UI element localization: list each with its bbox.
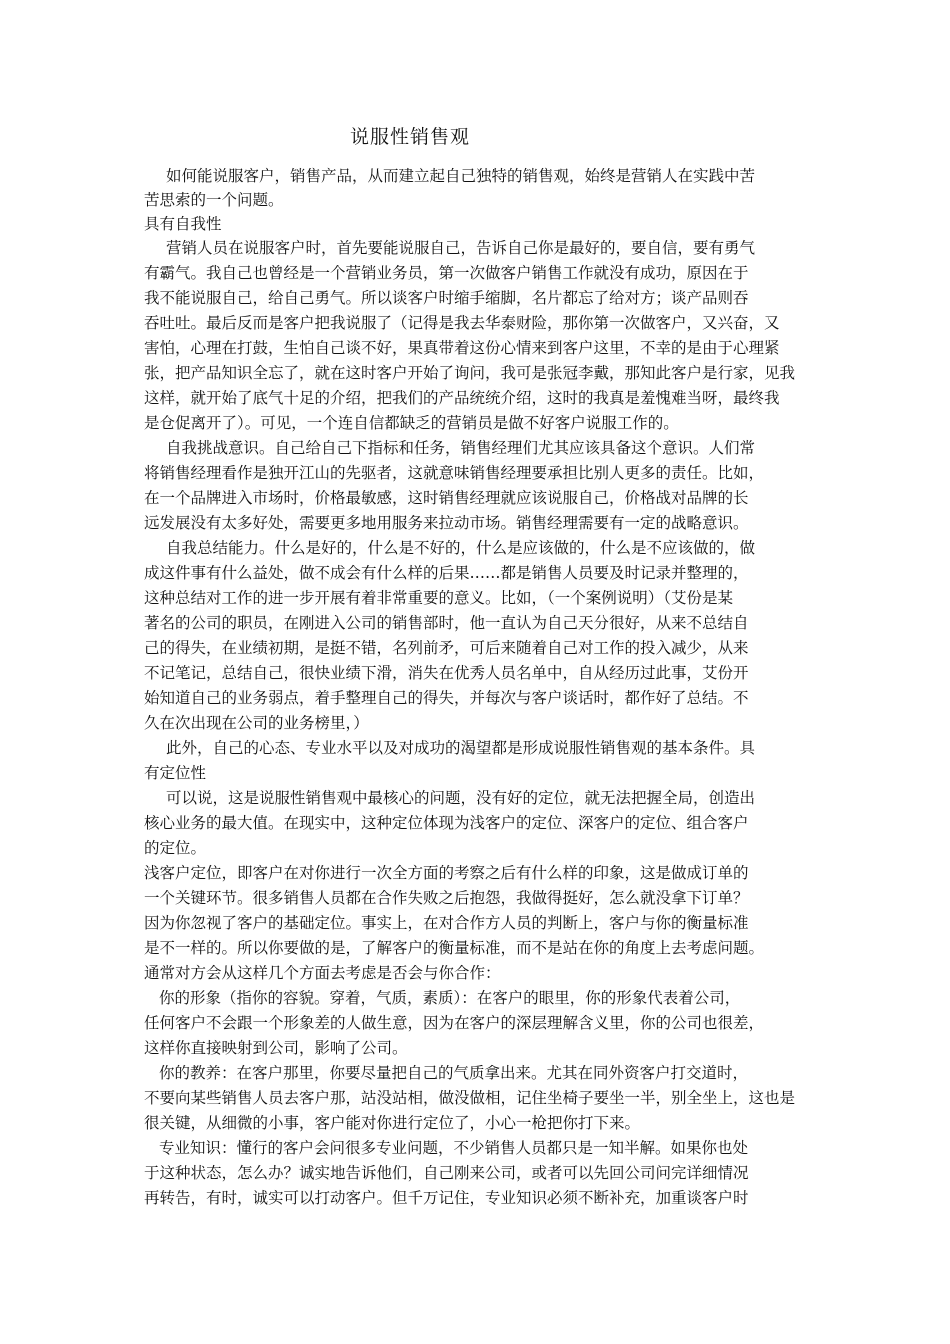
text-line: 成这件事有什么益处，做不成会有什么样的后果……都是销售人员要及时记录并整理的， [144, 564, 749, 582]
text-line: 如何能说服客户，销售产品，从而建立起自己独特的销售观，始终是营销人在实践中苦 [166, 167, 756, 185]
text-line: 在一个品牌进入市场时，价格最敏感，这时销售经理就应该说服自己，价格战对品牌的长 [144, 489, 749, 507]
text-line: 久在次出现在公司的业务榜里，） [144, 714, 369, 732]
text-line: 是不一样的。所以你要做的是，了解客户的衡量标准，而不是站在你的角度上去考虑问题。 [144, 939, 765, 957]
text-line: 你的教养：在客户那里，你要尽量把自己的气质拿出来。尤其在同外资客户打交道时， [159, 1064, 749, 1082]
text-line: 不记笔记，总结自己，很快业绩下滑，消失在优秀人员名单中，自从经历过此事，艾份开 [144, 664, 749, 682]
text-line: 自我总结能力。什么是好的，什么是不好的，什么是应该做的，什么是不应该做的，做 [166, 539, 756, 557]
text-line: 我不能说服自己，给自己勇气。所以谈客户时缩手缩脚，名片都忘了给对方；谈产品则吞 [144, 289, 749, 307]
text-line: 是仓促离开了）。可见，一个连自信都缺乏的营销员是做不好客户说服工作的。 [144, 414, 679, 432]
text-line: 浅客户定位，即客户在对你进行一次全方面的考察之后有什么样的印象，这是做成订单的 [144, 864, 749, 882]
text-line: 己的得失，在业绩初期，是挺不错，名列前矛，可后来随着自己对工作的投入减少，从来 [144, 639, 749, 657]
text-line: 通常对方会从这样几个方面去考虑是否会与你合作： [144, 964, 501, 982]
text-line: 害怕，心理在打鼓，生怕自己谈不好，果真带着这份心情来到客户这里，不幸的是由于心理紧 [144, 339, 780, 357]
text-line: 任何客户不会跟一个形象差的人做生意，因为在客户的深层理解含义里，你的公司也很差， [144, 1014, 765, 1032]
text-line: 可以说，这是说服性销售观中最核心的问题，没有好的定位，就无法把握全局，创造出 [166, 789, 756, 807]
text-line: 你的形象（指你的容貌。穿着，气质，素质）：在客户的眼里，你的形象代表着公司， [159, 989, 741, 1007]
text-line: 远发展没有太多好处，需要更多地用服务来拉动市场。销售经理需要有一定的战略意识。 [144, 514, 749, 532]
text-line: 张，把产品知识全忘了，就在这时客户开始了询问，我可是张冠李戴，那知此客户是行家，见我 [144, 364, 796, 382]
text-line: 这样你直接映射到公司，影响了公司。 [144, 1039, 408, 1057]
text-line: 营销人员在说服客户时，首先要能说服自己，告诉自己你是最好的，要自信，要有勇气 [166, 239, 756, 257]
text-line: 再转告，有时，诚实可以打动客户。但千万记住，专业知识必须不断补充，加重谈客户时 [144, 1189, 749, 1207]
text-line: 始知道自己的业务弱点，着手整理自己的得失，并每次与客户谈话时，都作好了总结。不 [144, 689, 749, 707]
text-line: 吞吐吐。最后反而是客户把我说服了（记得是我去华泰财险，那你第一次做客户，又兴奋，又 [144, 314, 780, 332]
text-line: 将销售经理看作是独开江山的先驱者，这就意味销售经理要承担比别人更多的责任。比如， [144, 464, 765, 482]
text-line: 于这种状态，怎么办？诚实地告诉他们，自己刚来公司，或者可以先回公司问完详细情况 [144, 1164, 749, 1182]
text-line: 有霸气。我自己也曾经是一个营销业务员，第一次做客户销售工作就没有成功，原因在于 [144, 264, 749, 282]
text-line: 的定位。 [144, 839, 207, 857]
text-line: 著名的公司的职员，在刚进入公司的销售部时，他一直认为自己天分很好，从来不总结自 [144, 614, 749, 632]
text-line: 一个关键环节。很多销售人员都在合作失败之后抱怨，我做得挺好，怎么就没拿下订单？ [144, 889, 749, 907]
text-line: 不要向某些销售人员去客户那，站没站相，做没做相，记住坐椅子要坐一半，别全坐上，这也是 [144, 1089, 796, 1107]
text-line: 因为你忽视了客户的基础定位。事实上，在对合作方人员的判断上，客户与你的衡量标准 [144, 914, 749, 932]
text-line: 核心业务的最大值。在现实中，这种定位体现为浅客户的定位、深客户的定位、组合客户 [144, 814, 749, 832]
section-heading: 有定位性 [144, 764, 207, 782]
text-line: 这种总结对工作的进一步开展有着非常重要的意义。比如，（一个案例说明）（艾份是某 [144, 589, 734, 607]
text-line: 自我挑战意识。自己给自己下指标和任务，销售经理们尤其应该具备这个意识。人们常 [166, 439, 756, 457]
text-line: 苦思索的一个问题。 [144, 191, 284, 209]
section-heading: 具有自我性 [144, 215, 222, 233]
text-line: 很关键，从细微的小事，客户能对你进行定位了，小心一枪把你打下来。 [144, 1114, 641, 1132]
text-line: 这样，就开始了底气十足的介绍，把我们的产品统统介绍，这时的我真是羞愧难当呀，最终我 [144, 389, 780, 407]
text-line: 专业知识：懂行的客户会问很多专业问题，不少销售人员都只是一知半解。如果你也处 [159, 1139, 749, 1157]
text-line: 此外，自己的心态、专业水平以及对成功的渴望都是形成说服性销售观的基本条件。具 [166, 739, 756, 757]
document-title: 说服性销售观 [350, 126, 471, 148]
